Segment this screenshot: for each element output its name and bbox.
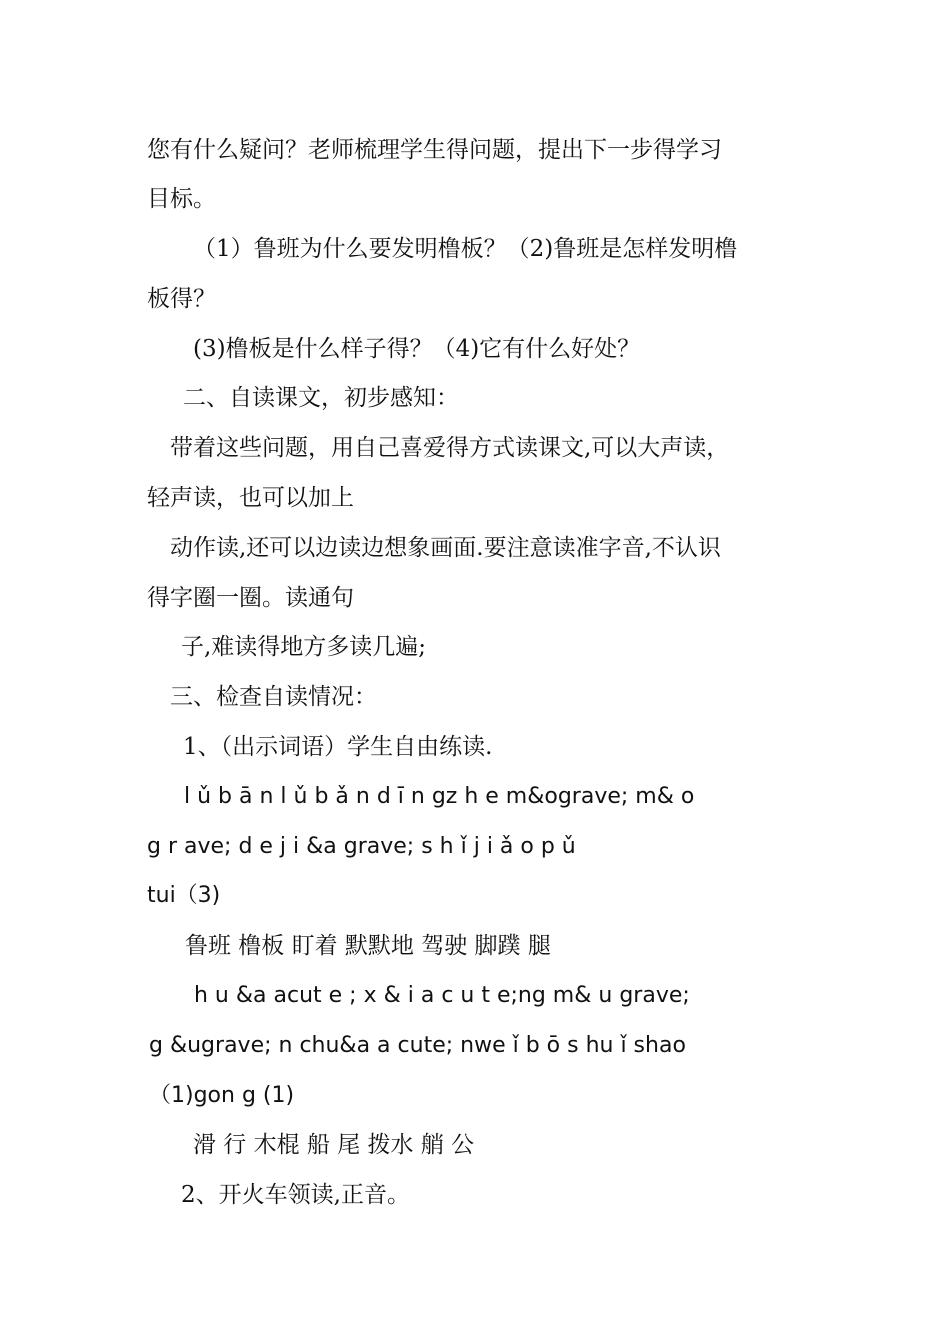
- pinyin-line: l ǔ b ā n l ǔ b ǎ n d ī n gz h e m&ograve; m& o: [184, 784, 695, 809]
- paragraph-line: （1）鲁班为什么要发明橹板？（2)鲁班是怎样发明橹: [193, 236, 738, 262]
- paragraph-line: 板得？: [147, 286, 216, 312]
- pinyin-line: （1)gon g (1): [149, 1083, 295, 1108]
- paragraph-line: 带着这些问题，用自己喜爱得方式读课文,可以大声读，: [170, 435, 730, 461]
- paragraph-line: 2、开火车领读,正音。: [181, 1182, 410, 1208]
- paragraph-line: 目标。: [147, 186, 216, 212]
- paragraph-line: 1、（出示词语）学生自由练读.: [183, 734, 493, 760]
- paragraph-line: 轻声读，也可以加上: [147, 485, 354, 511]
- section-heading: 二、自读课文，初步感知：: [183, 385, 459, 411]
- vocabulary-line: 滑 行 木棍 船 尾 拨水 艄 公: [193, 1132, 475, 1158]
- pinyin-line: tui（3): [147, 883, 221, 908]
- section-heading: 三、检查自读情况：: [170, 684, 377, 710]
- paragraph-line: 得字圈一圈。读通句: [147, 585, 354, 611]
- paragraph-line: 您有什么疑问？老师梳理学生得问题，提出下一步得学习: [147, 137, 722, 163]
- pinyin-line: g r ave; d e j i &a grave; s h ǐ j i ǎ o p ǔ: [147, 834, 576, 859]
- pinyin-line: h u &a acut e ; x & i a c u t e;ng m& u grave;: [194, 983, 690, 1008]
- vocabulary-line: 鲁班 橹板 盯着 默默地 驾驶 脚蹼 腿: [185, 933, 551, 959]
- pinyin-line: g &ugrave; n chu&a a cute; nwe ǐ b ō s hu ǐ shao: [149, 1033, 686, 1058]
- paragraph-line: 动作读,还可以边读边想象画面.要注意读准字音,不认识: [170, 535, 721, 561]
- paragraph-line: (3)橹板是什么样子得？（4)它有什么好处？: [193, 336, 641, 362]
- paragraph-line: 子,难读得地方多读几遍;: [181, 634, 427, 660]
